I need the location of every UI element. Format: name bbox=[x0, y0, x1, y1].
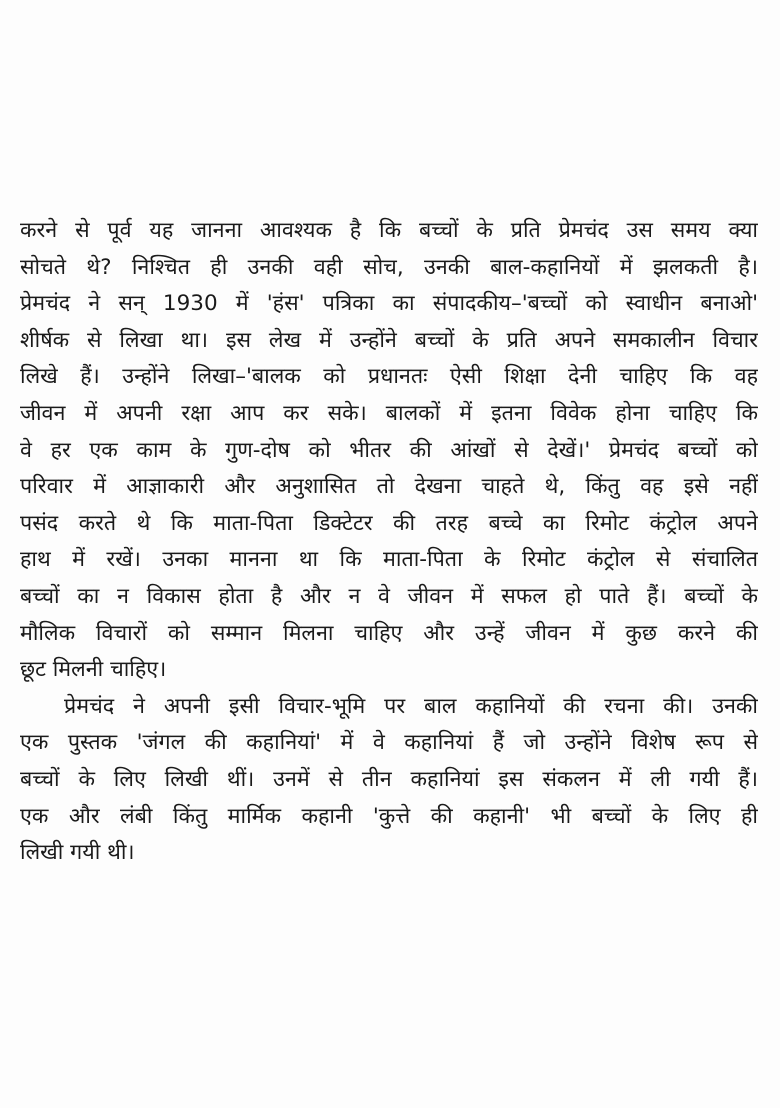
text-line: सोचते थे? निश्चित ही उनकी वही सोच, उनकी बाल-कहानियों में झलकती है। bbox=[20, 254, 758, 280]
text-line: बच्चों का न विकास होता है और न वे जीवन में सफल हो पाते हैं। बच्चों के bbox=[20, 583, 758, 609]
text-line: बच्चों के लिए लिखी थीं। उनमें से तीन कहानियां इस संकलन में ली गयी हैं। bbox=[20, 766, 758, 792]
text-line: छूट मिलनी चाहिए। bbox=[20, 657, 167, 683]
text-line: करने से पूर्व यह जानना आवश्यक है कि बच्चों के प्रति प्रेमचंद उस समय क्या bbox=[20, 218, 758, 243]
text-line: वे हर एक काम के गुण-दोष को भीतर की आंखों से देखें।' प्रेमचंद बच्चों को bbox=[20, 437, 758, 463]
paragraph-1 bbox=[20, 213, 758, 689]
text-line: जीवन में अपनी रक्षा आप कर सके। बालकों में इतना विवेक होना चाहिए कि bbox=[20, 400, 758, 426]
text-line: प्रेमचंद ने सन् 1930 में 'हंस' पत्रिका का संपादकीय–'बच्चों को स्वाधीन बनाओ' bbox=[20, 291, 758, 317]
text-line: लिखे हैं। उन्होंने लिखा–'बालक को प्रधानतः ऐसी शिक्षा देनी चाहिए कि वह bbox=[20, 364, 758, 390]
body-text bbox=[20, 213, 758, 872]
text-line: एक और लंबी किंतु मार्मिक कहानी 'कुत्ते की कहानी' भी बच्चों के लिए ही bbox=[20, 803, 758, 829]
text-line: परिवार में आज्ञाकारी और अनुशासित तो देखना चाहते थे, किंतु वह इसे नहीं bbox=[20, 474, 758, 500]
paragraph-2 bbox=[20, 689, 758, 872]
text-line: पसंद करते थे कि माता-पिता डिक्टेटर की तरह बच्चे का रिमोट कंट्रोल अपने bbox=[20, 510, 758, 536]
text-line: हाथ में रखें। उनका मानना था कि माता-पिता के रिमोट कंट्रोल से संचालित bbox=[20, 547, 758, 573]
text-line: लिखी गयी थी। bbox=[20, 840, 135, 866]
text-line: एक पुस्तक 'जंगल की कहानियां' में वे कहानियां हैं जो उन्होंने विशेष रूप से bbox=[20, 730, 758, 756]
text-line: प्रेमचंद ने अपनी इसी विचार-भूमि पर बाल कहानियों की रचना की। उनकी bbox=[64, 693, 758, 719]
text-line: शीर्षक से लिखा था। इस लेख में उन्होंने बच्चों के प्रति अपने समकालीन विचार bbox=[20, 327, 758, 353]
text-line: मौलिक विचारों को सम्मान मिलना चाहिए और उन्हें जीवन में कुछ करने की bbox=[20, 620, 758, 646]
